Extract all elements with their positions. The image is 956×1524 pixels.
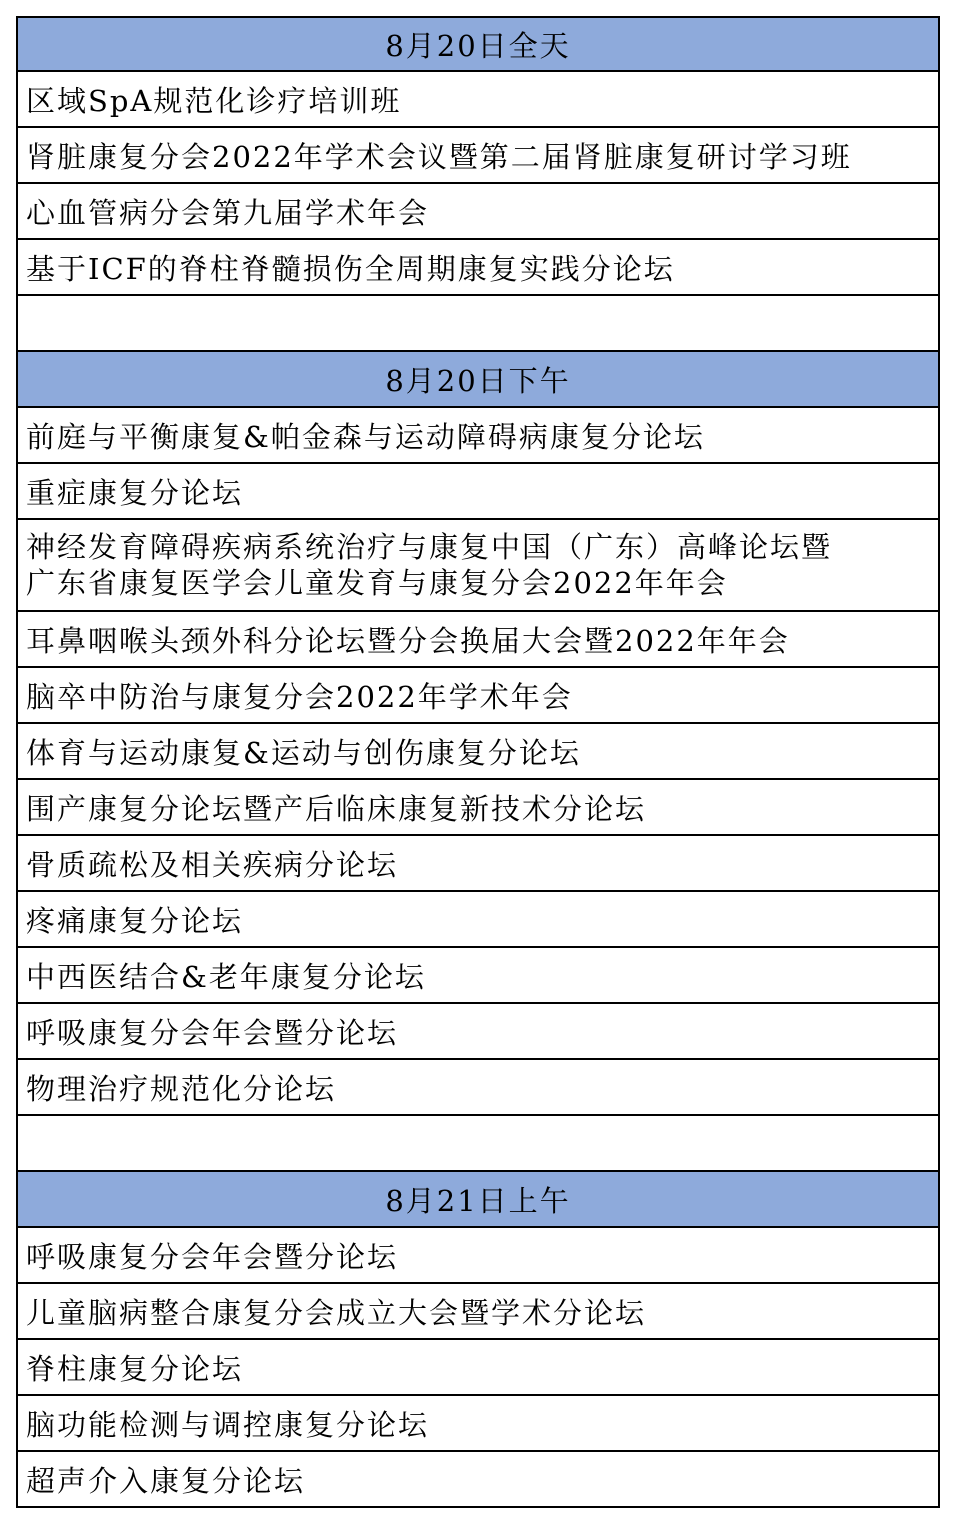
- table-row[interactable]: 重症康复分论坛: [16, 464, 940, 520]
- table-row[interactable]: 脑功能检测与调控康复分论坛: [16, 1396, 940, 1452]
- table-row[interactable]: 耳鼻咽喉头颈外科分论坛暨分会换届大会暨2022年年会: [16, 612, 940, 668]
- table-row[interactable]: 体育与运动康复&运动与创伤康复分论坛: [16, 724, 940, 780]
- table-row[interactable]: 脊柱康复分论坛: [16, 1340, 940, 1396]
- table-row[interactable]: 前庭与平衡康复&帕金森与运动障碍病康复分论坛: [16, 408, 940, 464]
- blank-row[interactable]: [16, 1116, 940, 1172]
- table-row[interactable]: 中西医结合&老年康复分论坛: [16, 948, 940, 1004]
- table-row[interactable]: 呼吸康复分会年会暨分论坛: [16, 1004, 940, 1060]
- schedule-table: [16, 16, 940, 1508]
- table-row[interactable]: 围产康复分论坛暨产后临床康复新技术分论坛: [16, 780, 940, 836]
- blank-row[interactable]: [16, 296, 940, 352]
- table-row[interactable]: [16, 520, 940, 612]
- table-row[interactable]: 基于ICF的脊柱脊髓损伤全周期康复实践分论坛: [16, 240, 940, 296]
- section-header-aug20-afternoon[interactable]: 8月20日下午: [16, 352, 940, 408]
- table-row[interactable]: 儿童脑病整合康复分会成立大会暨学术分论坛: [16, 1284, 940, 1340]
- table-row[interactable]: 脑卒中防治与康复分会2022年学术年会: [16, 668, 940, 724]
- section-header-aug21-morning[interactable]: 8月21日上午: [16, 1172, 940, 1228]
- table-row[interactable]: 骨质疏松及相关疾病分论坛: [16, 836, 940, 892]
- section-header-aug20-allday[interactable]: 8月20日全天: [16, 16, 940, 72]
- table-row[interactable]: 呼吸康复分会年会暨分论坛: [16, 1228, 940, 1284]
- table-row-line: 神经发育障碍疾病系统治疗与康复中国（广东）高峰论坛暨: [26, 530, 833, 564]
- table-row[interactable]: 区域SpA规范化诊疗培训班: [16, 72, 940, 128]
- table-row[interactable]: 超声介入康复分论坛: [16, 1452, 940, 1508]
- table-row-line: 广东省康复医学会儿童发育与康复分会2022年年会: [26, 566, 728, 600]
- table-row[interactable]: 肾脏康复分会2022年学术会议暨第二届肾脏康复研讨学习班: [16, 128, 940, 184]
- cell-comment-marker-icon: [18, 1171, 25, 1172]
- table-row[interactable]: 物理治疗规范化分论坛: [16, 1060, 940, 1116]
- table-row[interactable]: 疼痛康复分论坛: [16, 892, 940, 948]
- table-row[interactable]: 心血管病分会第九届学术年会: [16, 184, 940, 240]
